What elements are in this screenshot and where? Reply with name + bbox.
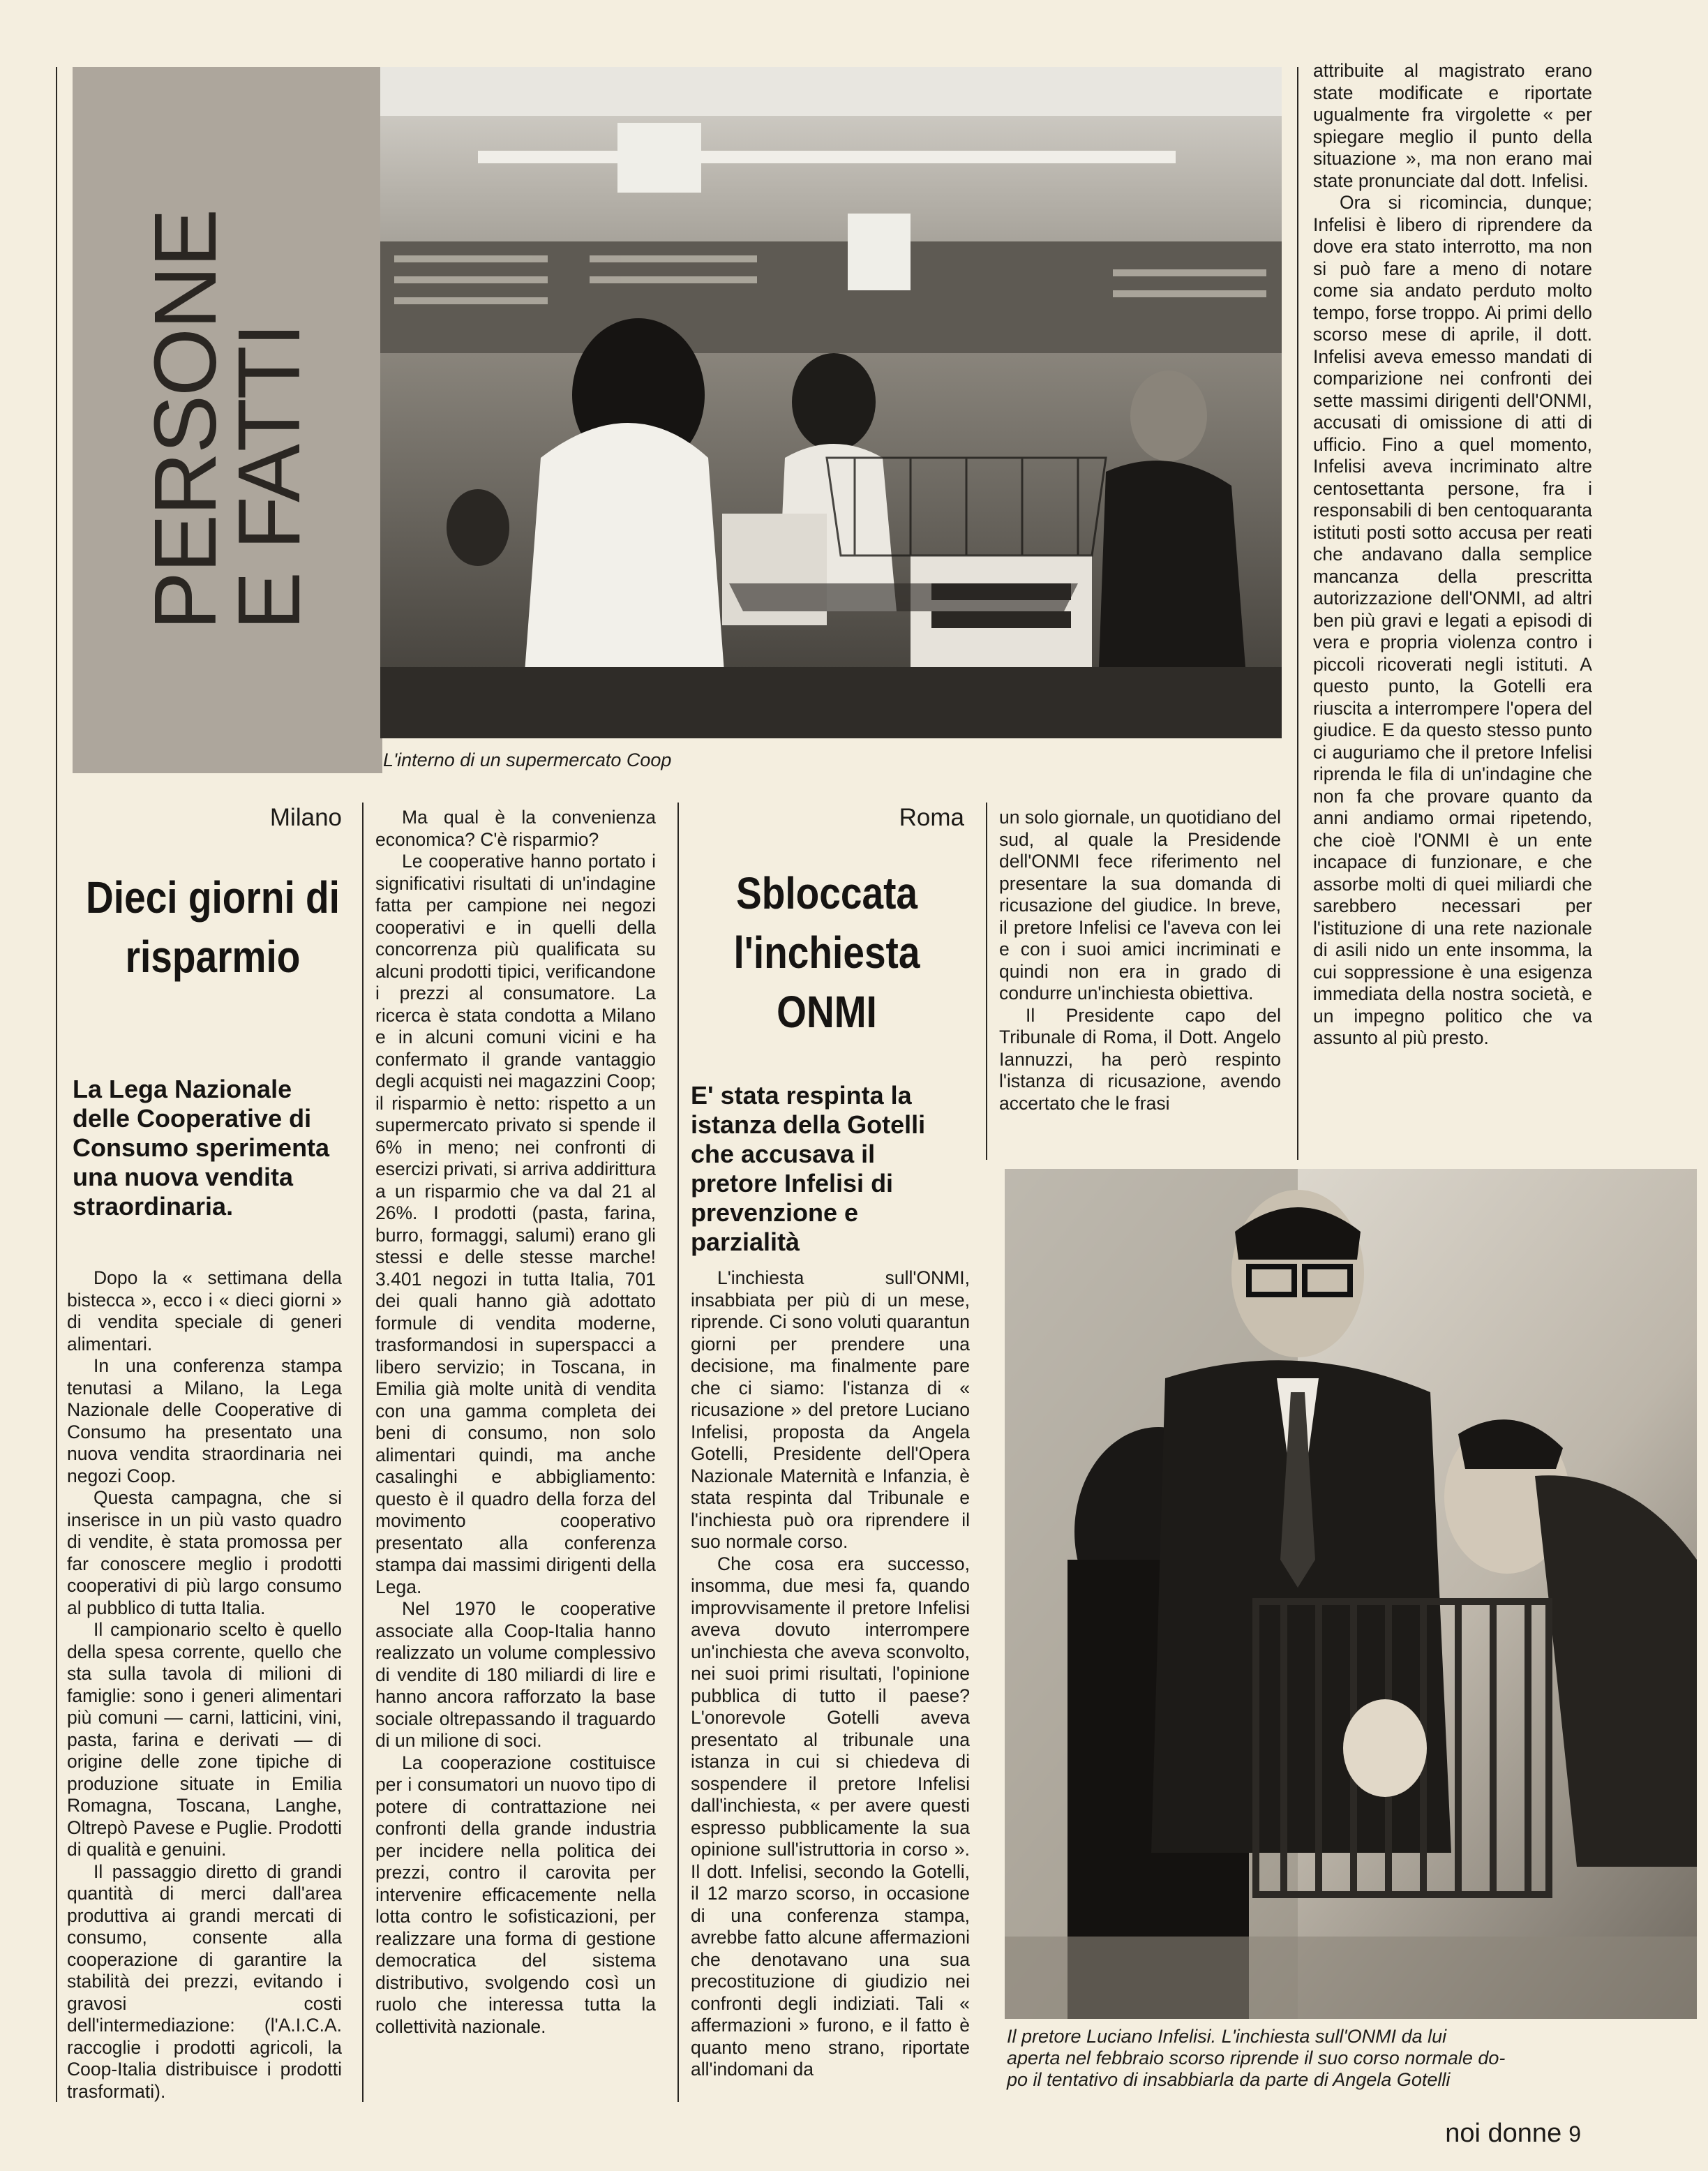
article-column [691,1267,970,2081]
paragraph: Ma qual è la convenienza economica? C'è risparmio? [375,807,656,850]
paragraph: Dopo la « settimana della bistecca », ecco i « dieci giorni » di vendita speciale di generi alimentari. [67,1267,342,1355]
paragraph: Il campionario scelto è quello della spesa corrente, quello che sta sulla tavola di milioni di famiglie: sono i generi alimentari più comuni — carni, latticini, vini, pasta, farina e derivati — di origine delle zone tipiche di produzione situate in Emilia Romagna, Toscana, Langhe, Oltrepò Pavese e Puglie. Prodotti di qualità e genuini. [67,1619,342,1860]
paragraph: Le cooperative hanno portato i significativi risultati di un'indagine fatta per campione nei negozi cooperativi e in quelli della concorrenza più qualificata su alcuni prodotti tipici, verificandone i prezzi al consumatore. La ricerca è stata condotta a Milano e in alcuni comuni vicini e ha confermato il grande vantaggio degli acquisti nei magazzini Coop; il risparmio è netto: rispetto a un supermercato privato si spende il 6% in meno; nei confronti di esercizi privati, si arriva addirittura a un risparmio che va dal 21 al 26%. I prodotti (pasta, farina, burro, formaggi, salumi) erano gli stessi e delle stesse marche! 3.401 negozi in tutta Italia, 701 dei quali hanno già adottato formule di vendita moderne, trasformandosi in superspacci a libero servizio; in Toscana, in Emilia già molte unità di vendita con una gamma completa dei beni di consumo, non solo alimentari quindi, ma anche casalinghi e abbigliamento: questo è il quadro della forza del movimento cooperativo presentato alla conferenza stampa dai massimi dirigenti della Lega. [375,851,656,1597]
article-headline: Dieci giorni di risparmio [86,872,340,982]
article-headline: Sbloccata l'inchiesta ONMI [733,868,920,1037]
paragraph: Il Presidente capo del Tribunale di Roma, il Dott. Angelo Iannuzzi, ha però respinto l'istanza di ricusazione, avendo accertato che le frasi [999,1004,1281,1114]
article-column [999,807,1281,1114]
article-subhead: La Lega Nazionale delle Cooperative di Consumo sperimenta una nuova vendita straordinaria. [73,1075,330,1221]
paragraph: Che cosa era successo, insomma, due mesi fa, quando improvvisamente il pretore Infelisi aveva dovuto interrompere un'inchiesta che aveva sconvolto, nei suoi primi risultati, l'opinione pubblica di tutto il paese? L'onorevole Gotelli aveva presentato al tribunale una istanza in cui si chiedeva di sospendere il pretore Infelisi dall'inchiesta, « per avere questi espresso pubblicamente la sua opinione sull'istruttoria in corso ». Il dott. Infelisi, secondo la Gotelli, il 12 marzo scorso, in occasione di una conferenza stampa, avrebbe fatto alcune affermazioni che denotavano una sua precostituzione di giudizio nei confronti degli indiziati. Tali « affermazioni » furono, e il fatto è quanto meno strano, riportate all'indomani da [691,1553,970,2080]
caption-line: Il pretore Luciano Infelisi. L'inchiesta sull'ONMI da lui [1007,2026,1447,2047]
magistrate-photo [1005,1169,1697,2019]
article-dateline: Roma [899,804,964,831]
section-title-line2: E FATTI [220,324,318,631]
column-rule [362,803,364,2102]
section-title-line1: PERSONE [136,209,234,631]
paragraph: Il passaggio diretto di grandi quantità di merci dall'area produttiva ai grandi mercati di consumo, consente alla cooperazione di garantire la stabilità dei prezzi, evitando i gravosi costi dell'intermediazione: (l'A.I.C.A. raccoglie i prodotti agricoli, la Coop-Italia distribuisce i prodotti trasformati). [67,1860,342,2102]
supermarket-photo [380,67,1282,738]
paragraph: Nel 1970 le cooperative associate alla Coop-Italia hanno realizzato un volume complessivo di vendite di 180 miliardi di lire e hanno ancora rafforzato la base sociale oltrepassando il traguardo di un milione di soci. [375,1598,656,1751]
caption-line: aperta nel febbraio scorso riprende il suo corso normale do- [1007,2047,1506,2068]
column-rule [986,803,987,1160]
page-footer [1445,2119,1581,2149]
paragraph: Ora si ricomincia, dunque; Infelisi è libero di riprendere da dove era stato interrotto, ma non si può fare a meno di notare come sia andato perduto molto tempo, forse troppo. Ai primi dello scorso mese di aprile, il dott. Infelisi aveva emesso mandati di comparizione nei confronti dei sette massimi dirigenti dell'ONMI, accusati di omissione di atti di ufficio. Fino a quel momento, Infelisi aveva incriminato altre centosettanta persone, fra i responsabili di ben centoquaranta istituti posti sotto accusa per reati che andavano dalla semplice mancanza della prescritta autorizzazione dell'ONMI, ad altri ben più gravi e legati a episodi di vera e propria violenza contro i piccoli ricoverati negli istituti. A questo punto, la Gotelli era riuscita a interrompere l'opera del giudice. E da questo stesso punto ci auguriamo che il pretore Infelisi riprenda le fila di un'indagine che non fa che provare quanto da anni andiamo ormai ripetendo, che cioè l'ONMI è un ente incapace di funzionare, e che assorbe molti di quei miliardi che sarebbero necessari per l'istituzione di una rete nazionale di asili nido un ente insomma, la cui soppressione è una esigenza immediata della nostra società, e un impegno politico che va assunto al più presto. [1313,192,1592,1048]
section-banner [73,67,382,773]
column-rule [1297,67,1298,1160]
paragraph: attribuite al magistrato erano state modificate e riportate ugualmente fra virgolette « per spiegare meglio il punto della situazione », ma non erano mai state pronunciate dal dott. Infelisi. [1313,60,1592,191]
paragraph: un solo giornale, un quotidiano del sud, al quale la Presidende dell'ONMI fece riferimento nel presentare la sua domanda di ricusazione del giudice. In breve, il pretore Infelisi ce l'aveva con lei e con i suoi amici incriminati e quindi non era in grado di condurre un'inchiesta obiettiva. [999,807,1281,1004]
column-rule [56,67,57,2102]
article-column [1313,60,1592,1050]
paragraph: In una conferenza stampa tenutasi a Milano, la Lega Nazionale delle Cooperative di Consumo ha presentato una nuova vendita straordinaria nei negozi Coop. [67,1355,342,1486]
article-column [375,807,656,2038]
magazine-name: noi donne [1445,2119,1562,2148]
photo-caption [1007,2026,1698,2091]
article-dateline: Milano [269,804,342,831]
paragraph: Questa campagna, che si inserisce in un più vasto quadro di vendite, è stata promossa per far conoscere meglio i prodotti cooperativi di più largo consumo al pubblico di tutta Italia. [67,1487,342,1618]
article-column [67,1267,342,2103]
page-number: 9 [1568,2121,1581,2147]
article-subhead: E' stata respinta la istanza della Gotelli che accusava il pretore Infelisi di prevenzione e parzialità [691,1081,926,1256]
caption-line: po il tentativo di insabbiarla da parte di Angela Gotelli [1007,2069,1451,2090]
paragraph: L'inchiesta sull'ONMI, insabbiata per più di un mese, riprende. Ci sono voluti quarantun giorni per prendere una decisione, ma finalmente pare che ci siamo: l'istanza di « ricusazione » del pretore Luciano Infelisi, proposta da Angela Gotelli, Presidente dell'Opera Nazionale Maternità e Infanzia, è stata respinta dal Tribunale e l'inchiesta può ora riprendere il suo normale corso. [691,1267,970,1552]
column-rule [677,803,679,2102]
photo-caption: L'interno di un supermercato Coop [383,749,672,770]
paragraph: La cooperazione costituisce per i consumatori un nuovo tipo di potere di contrattazione nei confronti della grande industria per incidere nella politica dei prezzi, contro il carovita per intervenire efficacemente nella lotta contro le sofisticazioni, per realizzare una forma di gestione democratica del sistema distributivo, svolgendo così un ruolo che interessa tutta la collettività nazionale. [375,1752,656,2037]
